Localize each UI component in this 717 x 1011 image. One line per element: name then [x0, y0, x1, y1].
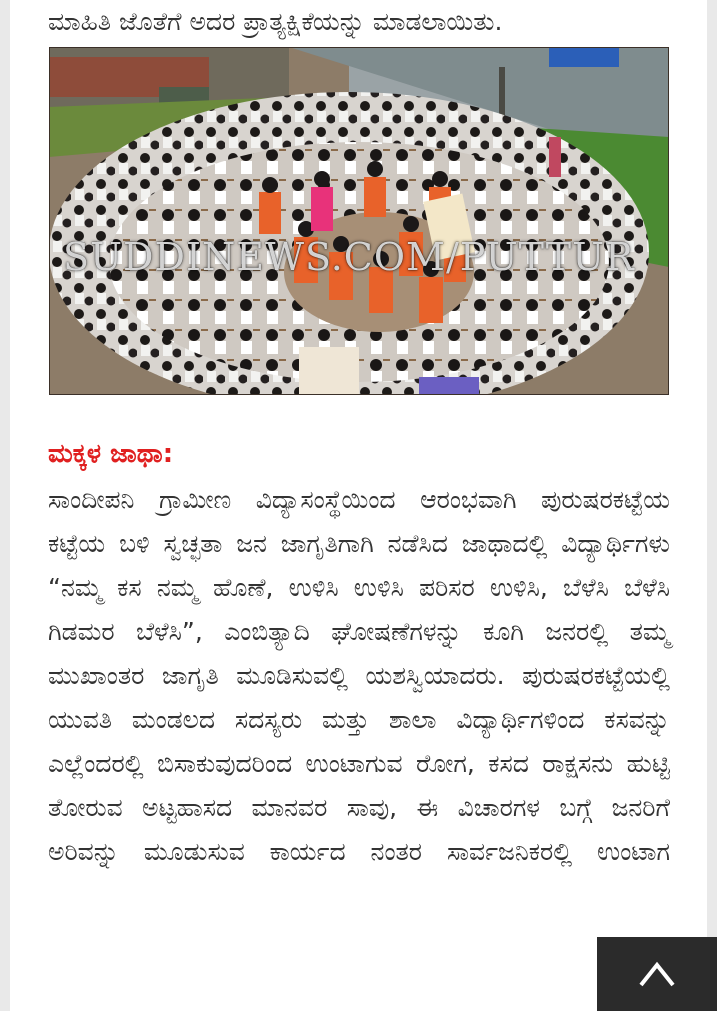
article-photo: [49, 47, 669, 395]
article-page: [10, 0, 707, 1011]
article-body-paragraph: ಸಾಂದೀಪನಿ ಗ್ರಾಮೀಣ ವಿದ್ಯಾಸಂಸ್ಥೆಯಿಂದ ಆರಂಭವಾಗಿ ಪುರುಷರಕಟ್ಟೆಯ ಕಟ್ಟೆಯ ಬಳಿ ಸ್ವಚ್ಛತಾ ಜನ ಜಾಗೃತಿಗಾಗಿ ನಡೆಸಿದ ಜಾಥಾದಲ್ಲಿ ವಿದ್ಯಾರ್ಥಿಗಳು “ನಮ್ಮ ಕಸ ನಮ್ಮ ಹೊಣೆ, ಉಳಿಸಿ ಉಳಿಸಿ ಪರಿಸರ ಉಳಿಸಿ, ಬೆಳೆಸಿ ಬೆಳೆಸಿ ಗಿಡಮರ ಬೆಳೆಸಿ”, ಎಂಬಿತ್ಯಾದಿ ಘೋಷಣೆಗಳನ್ನು ಕೂಗಿ ಜನರಲ್ಲಿ ತಮ್ಮ ಮುಖಾಂತರ ಜಾಗೃತಿ ಮೂಡಿಸುವಲ್ಲಿ ಯಶಸ್ವಿಯಾದರು. ಪುರುಷರಕಟ್ಟೆಯಲ್ಲಿ ಯುವತಿ ಮಂಡಲದ ಸದಸ್ಯರು ಮತ್ತು ಶಾಲಾ ವಿದ್ಯಾರ್ಥಿಗಳಿಂದ ಕಸವನ್ನು ಎಲ್ಲೆಂದರಲ್ಲಿ ಬಿಸಾಕುವುದರಿಂದ ಉಂಟಾಗುವ ರೋಗ, ಕಸದ ರಾಕ್ಷಸನು ಹುಟ್ಟಿ ತೋರುವ ಅಟ್ಟಹಾಸದ ಮಾನವರ ಸಾವು, ಈ ವಿಚಾರಗಳ ಬಗ್ಗೆ ಜನರಿಗೆ ಅರಿವನ್ನು ಮೂಡುಸುವ ಕಾರ್ಯದ ನಂತರ ಸಾರ್ವಜನಿಕರಲ್ಲಿ ಉಂಟಾಗ: [48, 485, 670, 866]
intro-line: ಮಾಹಿತಿ ಜೊತೆಗೆ ಅದರ ಪ್ರಾತ್ಯಕ್ಷಿಕೆಯನ್ನು ಮಾಡಲಾಯಿತು.: [48, 7, 503, 36]
photo-crowd-illustration: [49, 47, 669, 395]
scroll-to-top-button[interactable]: [597, 937, 717, 1011]
section-heading: ಮಕ್ಕಳ ಜಾಥಾ:: [48, 439, 174, 469]
chevron-up-icon: [639, 959, 675, 989]
photo-watermark: SUDDINEWS.COM/PUTTUR: [63, 235, 635, 279]
